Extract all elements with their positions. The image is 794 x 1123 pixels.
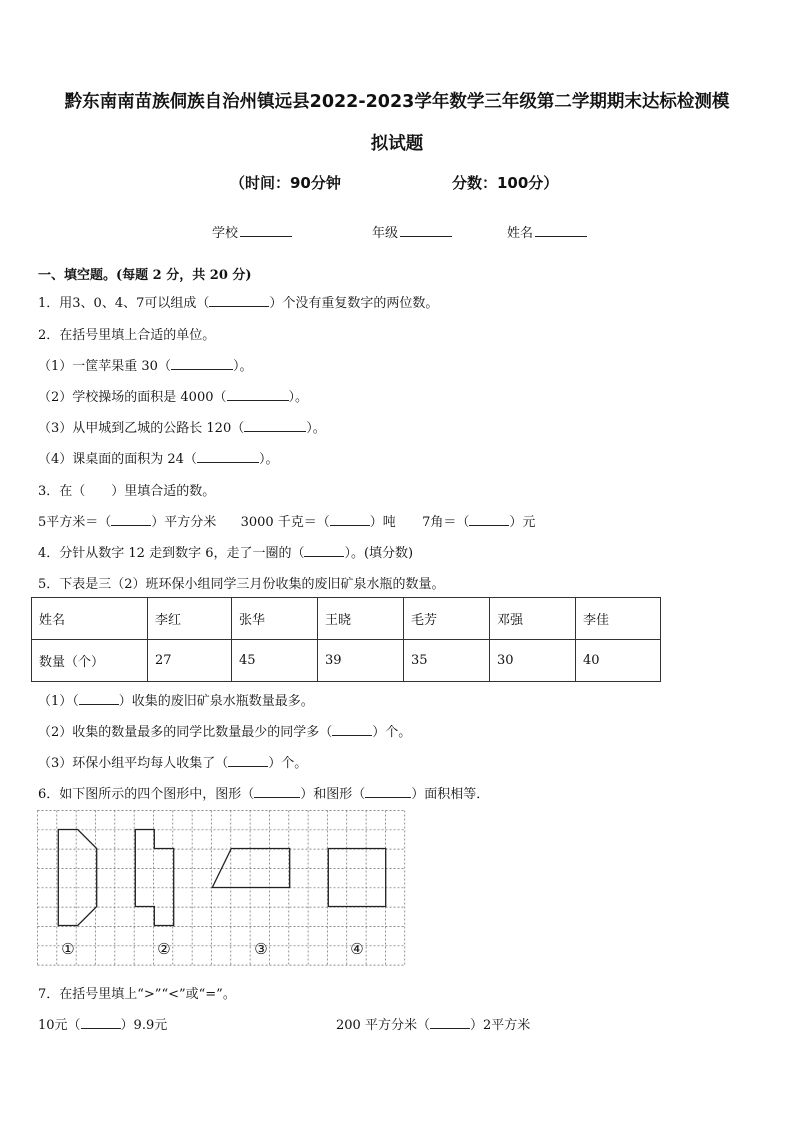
table-cell: 27 — [148, 640, 232, 682]
grade-field[interactable]: 年级 — [372, 222, 452, 241]
table-cell: 35 — [404, 640, 490, 682]
question-5-3: （3）环保小组平均每人收集了（ ）个。 — [38, 756, 308, 771]
question-3: 3．在（ ）里填合适的数。 — [38, 484, 216, 499]
shapes-grid-figure — [37, 810, 409, 968]
table-cell: 39 — [318, 640, 404, 682]
table-cell: 李佳 — [576, 598, 661, 640]
question-5: 5．下表是三（2）班环保小组同学三月份收集的废旧矿泉水瓶的数量。 — [38, 577, 445, 592]
answer-blank[interactable] — [171, 357, 233, 370]
table-cell: 李红 — [148, 598, 232, 640]
score-label: 分数：100分） — [452, 174, 559, 192]
question-4: 4．分针从数字 12 走到数字 6，走了一圈的（ ）。(填分数) — [38, 546, 414, 561]
question-7-items: 10元（ ）9.9元 — [38, 1018, 168, 1033]
shape-1 — [58, 830, 96, 926]
shape-label-1: ① — [61, 940, 75, 958]
time-label: （时间：90分钟 — [230, 174, 341, 192]
question-2-1: （1）一筐苹果重 30（ ）。 — [38, 359, 253, 374]
bottle-table — [31, 597, 661, 682]
shape-label-3: ③ — [254, 940, 268, 958]
answer-blank[interactable] — [469, 513, 509, 526]
answer-blank[interactable] — [197, 450, 259, 463]
school-field[interactable]: 学校 — [212, 222, 292, 241]
section-heading: 一、填空题。(每题 2 分，共 20 分) — [38, 268, 252, 283]
answer-blank[interactable] — [81, 1016, 121, 1029]
question-2: 2．在括号里填上合适的单位。 — [38, 328, 216, 343]
answer-blank[interactable] — [244, 419, 306, 432]
answer-blank[interactable] — [430, 1016, 470, 1029]
answer-blank[interactable] — [365, 785, 411, 798]
table-cell: 邓强 — [490, 598, 576, 640]
question-7-item-b: 200 平方分米（ ）2平方米 — [336, 1018, 531, 1033]
shape-label-4: ④ — [350, 940, 364, 958]
question-1: 1．用3、0、4、7可以组成（ ）个没有重复数字的两位数。 — [38, 296, 439, 311]
table-cell: 30 — [490, 640, 576, 682]
shape-3 — [212, 849, 289, 888]
shape-label-2: ② — [157, 940, 171, 958]
answer-blank[interactable] — [254, 785, 300, 798]
table-cell: 数量（个） — [32, 640, 148, 682]
exam-title-line2: 拟试题 — [370, 134, 424, 154]
shape-4 — [328, 849, 385, 907]
answer-blank[interactable] — [111, 513, 151, 526]
question-2-4: （4）课桌面的面积为 24（ ）。 — [38, 452, 279, 467]
table-cell: 王晓 — [318, 598, 404, 640]
question-5-2: （2）收集的数量最多的同学比数量最少的同学多（ ）个。 — [38, 725, 412, 740]
question-2-2: （2）学校操场的面积是 4000（ ）。 — [38, 390, 309, 405]
answer-blank[interactable] — [227, 388, 289, 401]
name-field[interactable]: 姓名 — [507, 222, 587, 241]
table-cell: 毛芳 — [404, 598, 490, 640]
question-7: 7．在括号里填上“>”“<”或“=”。 — [38, 987, 236, 1002]
exam-meta — [0, 172, 794, 192]
student-fields — [0, 222, 794, 242]
table-cell: 40 — [576, 640, 661, 682]
question-2-3: （3）从甲城到乙城的公路长 120（ ）。 — [38, 421, 326, 436]
exam-title-line1: 黔东南南苗族侗族自治州镇远县2022-2023学年数学三年级第二学期期末达标检测模 — [64, 92, 730, 112]
question-6: 6．如下图所示的四个图形中，图形（ ）和图形（ ）面积相等． — [38, 787, 490, 802]
question-5-1: （1）（ ）收集的废旧矿泉水瓶数量最多。 — [38, 694, 314, 709]
answer-blank[interactable] — [304, 544, 344, 557]
question-3-items: 5平方米＝（ ）平方分米 3000 千克＝（ ）吨 7角＝（ ）元 — [38, 515, 536, 530]
table-row — [32, 598, 661, 640]
table-cell: 张华 — [232, 598, 318, 640]
table-row — [32, 640, 661, 682]
shape-2 — [135, 830, 173, 926]
answer-blank[interactable] — [209, 294, 269, 307]
answer-blank[interactable] — [330, 513, 370, 526]
table-cell: 姓名 — [32, 598, 148, 640]
table-cell: 45 — [232, 640, 318, 682]
answer-blank[interactable] — [228, 754, 268, 767]
answer-blank[interactable] — [332, 723, 372, 736]
answer-blank[interactable] — [79, 692, 119, 705]
